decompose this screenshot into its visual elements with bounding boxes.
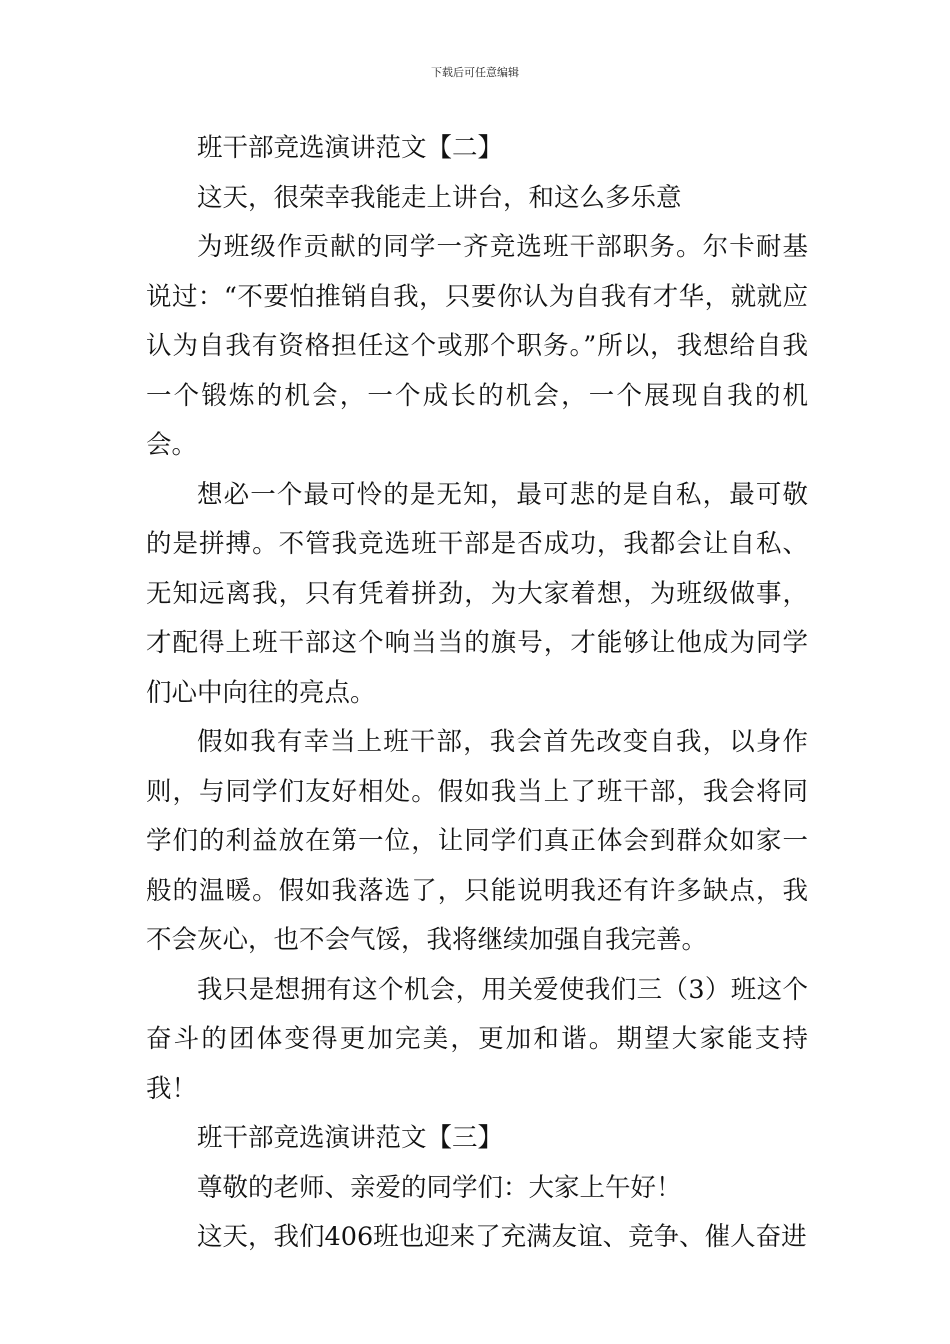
section-heading: 班干部竞选演讲范文【二】 [197,133,504,163]
section-heading: 班干部竞选演讲范文【三】 [197,1123,504,1153]
paragraph: 想必一个最可怜的是无知，最可悲的是自私，最可敬的是拼搏。不管我竞选班干部是否成功，我都会让自私、无知远离我，只有凭着拼劲，为大家着想，为班级做事，才配得上班干部这个响当当的旗号，才能够让他成为同学们心中向往的亮点。 [146,479,808,708]
document-body [146,124,808,1263]
intro-line: 这天，很荣幸我能走上讲台，和这么多乐意 [197,182,682,213]
paragraph: 假如我有幸当上班干部，我会首先改变自我，以身作则，与同学们友好相处。假如我当上了班干部，我会将同学们的利益放在第一位，让同学们真正体会到群众如家一般的温暖。假如我落选了，只能说明我还有许多缺点，我不会灰心，也不会气馁，我将继续加强自我完善。 [146,727,808,955]
paragraph-start: 这天，我们406班也迎来了充满友谊、竞争、催人奋进 [197,1222,807,1252]
greeting-line: 尊敬的老师、亲爱的同学们：大家上午好！ [197,1172,682,1203]
paragraph: 我只是想拥有这个机会，用关爱使我们三（3）班这个奋斗的团体变得更加完美，更加和谐。期望大家能支持我！ [146,974,808,1104]
paragraph: 为班级作贡献的同学一齐竞选班干部职务。尔卡耐基说过：“不要怕推销自我，只要你认为自我有才华，就就应认为自我有资格担任这个或那个职务。”所以，我想给自我一个锻炼的机会，一个成长的机会，一个展现自我的机会。 [146,232,808,460]
page-header: 下载后可任意编辑 [431,66,519,79]
